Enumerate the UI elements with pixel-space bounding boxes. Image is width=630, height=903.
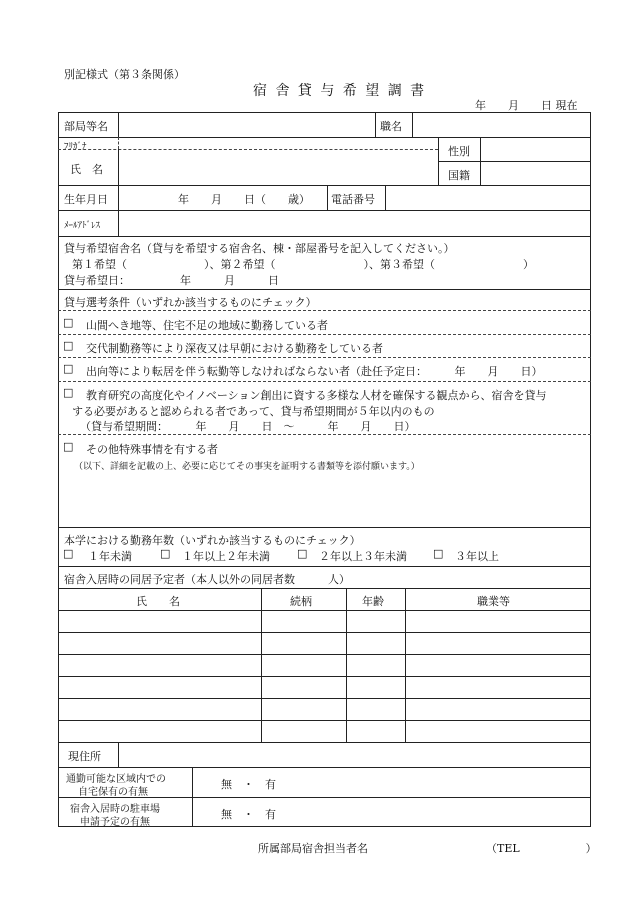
condition-item-period[interactable]: （貸与希望期間： 年 月 日 ～ 年 月 日） [80, 420, 416, 433]
condition-item: 出向等により転居を伴う転勤等しなければならない者（赴任予定日： 年 月 日） [86, 365, 543, 378]
checkbox[interactable]: □ [63, 339, 74, 352]
service-option: ２年以上３年未満 [319, 550, 407, 563]
phone-field[interactable] [386, 186, 590, 209]
date-line: 年 月 日 現在 [475, 99, 578, 112]
row-divider [58, 588, 591, 589]
dept-label: 部局等名 [64, 120, 108, 133]
condition-item: その他特殊事情を有する者 [86, 443, 218, 456]
address-label: 現住所 [68, 750, 101, 763]
special-circumstances-field[interactable] [60, 472, 589, 524]
condition-item: 山間へき地等、住宅不足の地域に勤務している者 [86, 319, 328, 332]
condition-divider [58, 434, 591, 435]
col-divider [375, 112, 376, 137]
col-divider [438, 137, 439, 185]
table-row[interactable] [59, 655, 590, 675]
address-field[interactable] [119, 743, 590, 766]
table-row[interactable] [59, 699, 590, 719]
cohabitants-heading: 宿舎入居時の同居予定者（本人以外の同居者数 人） [64, 573, 350, 586]
name-label: 氏 名 [70, 163, 103, 176]
condition-divider [58, 310, 591, 311]
condition-item: 交代制勤務等により深夜又は早朝における勤務をしている者 [86, 342, 383, 355]
row-divider [58, 767, 591, 768]
table-row[interactable] [59, 611, 590, 631]
parking-choice[interactable]: 無 ・ 有 [221, 808, 276, 821]
service-option: １年以上２年未満 [182, 550, 270, 563]
checkbox[interactable]: □ [63, 362, 74, 375]
birthdate-label: 生年月日 [64, 193, 108, 206]
table-row[interactable] [59, 633, 590, 653]
row-divider [58, 289, 591, 290]
condition-note: （以下、詳細を記載の上、必要に応じてその事実を証明する書類等を添付願います。） [74, 462, 420, 472]
condition-divider [58, 381, 591, 382]
checkbox[interactable]: □ [63, 316, 74, 329]
gender-label: 性別 [448, 145, 470, 158]
row-divider [58, 236, 591, 237]
condition-item: 教育研究の高度化やイノベーション創出に資する多様な人材を確保する観点から、宿舎を貸与 [86, 389, 547, 402]
service-option: ３年以上 [455, 550, 499, 563]
request-date-label: 貸与希望日： [64, 274, 130, 287]
email-field[interactable] [119, 211, 590, 235]
row-divider [58, 527, 591, 528]
service-option: １年未満 [88, 550, 132, 563]
col-divider [118, 185, 119, 210]
checkbox[interactable]: □ [297, 547, 308, 560]
contact-person-label: 所属部局宿舎担当者名 [258, 842, 368, 855]
furigana-label: ﾌﾘｶﾞﾅ [64, 142, 87, 152]
housing-choices[interactable]: 第１希望（ ）、第２希望（ ）、第３希望（ ） [72, 258, 534, 271]
condition-divider [58, 334, 591, 335]
parking-label-line1: 宿舎入居時の駐車場 [70, 804, 160, 815]
email-label: ﾒｰﾙｱﾄﾞﾚｽ [64, 221, 101, 231]
phone-label: 電話番号 [331, 193, 375, 206]
service-years-heading: 本学における勤務年数（いずれか該当するものにチェック） [64, 534, 361, 547]
housing-request-heading: 貸与希望宿舎名（貸与を希望する宿舎名、棟・部屋番号を記入してください。） [64, 242, 455, 255]
column-header-occupation: 職業等 [477, 595, 510, 608]
tel-label: （TEL ） [486, 842, 597, 855]
request-date-fill[interactable]: 年 月 日 [180, 274, 279, 287]
nationality-label: 国籍 [448, 169, 470, 182]
checkbox[interactable]: □ [63, 386, 74, 399]
row-divider [58, 566, 591, 567]
condition-divider [58, 357, 591, 358]
col-divider [327, 185, 328, 210]
birthdate-fill[interactable]: 年 月 日（ 歳） [178, 193, 310, 206]
name-field[interactable] [119, 150, 437, 184]
checkbox[interactable]: □ [63, 440, 74, 453]
car-choice[interactable]: 無 ・ 有 [221, 778, 276, 791]
dept-field[interactable] [119, 113, 374, 136]
car-label-line2: 自宅保有の有無 [78, 787, 148, 798]
column-header-name: 氏 名 [136, 595, 180, 608]
conditions-heading: 貸与選考条件（いずれか該当するものにチェック） [64, 296, 317, 309]
checkbox[interactable]: □ [160, 547, 171, 560]
gender-field[interactable] [481, 138, 590, 160]
job-title-field[interactable] [413, 113, 590, 136]
parking-label-line2: 申請予定の有無 [80, 817, 150, 828]
column-header-relation: 続柄 [290, 595, 312, 608]
table-row[interactable] [59, 721, 590, 741]
col-divider [192, 767, 193, 827]
checkbox[interactable]: □ [433, 547, 444, 560]
col-divider [118, 137, 119, 149]
nationality-field[interactable] [481, 162, 590, 184]
car-label-line1: 通勤可能な区域内での [66, 774, 166, 785]
table-row[interactable] [59, 677, 590, 697]
checkbox[interactable]: □ [63, 547, 74, 560]
form-reference: 別記様式（第３条関係） [64, 68, 185, 81]
page-title: 宿 舎 貸 与 希 望 調 書 [253, 83, 427, 99]
column-header-age: 年齢 [362, 595, 384, 608]
job-title-label: 職名 [380, 120, 402, 133]
condition-item-cont: する必要があると認められる者であって、貸与希望期間が５年以内のもの [72, 405, 435, 418]
